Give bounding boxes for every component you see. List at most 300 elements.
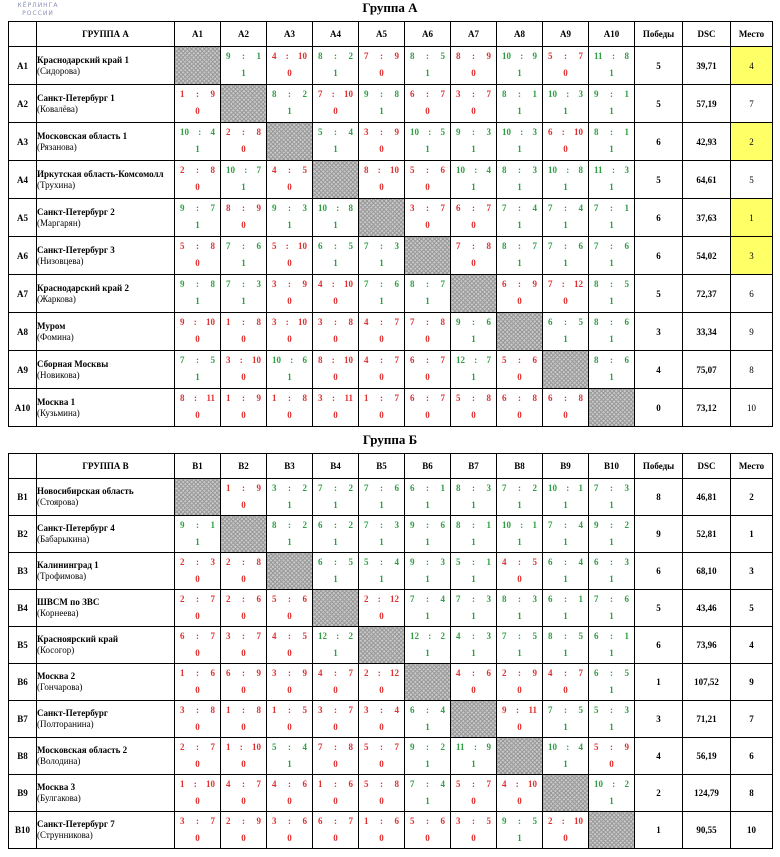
- score-opponent: 9: [256, 483, 261, 493]
- score-separator: :: [288, 631, 291, 641]
- score-cell: [359, 701, 405, 738]
- match-points: 0: [241, 833, 246, 843]
- match-points: 1: [609, 334, 614, 344]
- score-separator: :: [196, 594, 199, 604]
- match-points: 1: [471, 759, 476, 769]
- row-id: B8: [9, 738, 37, 775]
- score-separator: :: [334, 317, 337, 327]
- score-opponent: 6: [440, 520, 445, 530]
- score-opponent: 4: [486, 165, 491, 175]
- table-row: [9, 775, 773, 812]
- score-cell: [405, 479, 451, 516]
- score-own: 3: [226, 631, 231, 641]
- score-opponent: 7: [440, 355, 445, 365]
- score-opponent: 10: [298, 51, 307, 61]
- score-cell: [589, 701, 635, 738]
- score-cell: [313, 313, 359, 351]
- score-separator: :: [242, 203, 245, 213]
- match-points: 0: [287, 611, 292, 621]
- score-cell: [175, 351, 221, 389]
- team-captain: (Бабарыкина): [37, 534, 90, 544]
- score-opponent: 10: [344, 355, 353, 365]
- match-points: 0: [471, 258, 476, 268]
- match-points: 0: [195, 182, 200, 192]
- score-opponent: 1: [440, 483, 445, 493]
- row-id: A2: [9, 85, 37, 123]
- score-own: 9: [456, 317, 461, 327]
- match-points: 1: [195, 372, 200, 382]
- score-separator: :: [518, 483, 521, 493]
- score-cell: [543, 701, 589, 738]
- score-own: 7: [548, 279, 553, 289]
- score-separator: :: [564, 393, 567, 403]
- score-separator: :: [288, 393, 291, 403]
- score-opponent: 2: [302, 483, 307, 493]
- score-separator: :: [380, 393, 383, 403]
- match-points: 0: [379, 611, 384, 621]
- score-separator: :: [612, 779, 616, 789]
- score-separator: :: [196, 89, 199, 99]
- header-row: [9, 22, 773, 47]
- score-own: 11: [456, 742, 465, 752]
- score-opponent: 6: [578, 241, 583, 251]
- score-opponent: 4: [440, 779, 445, 789]
- score-cell: [359, 775, 405, 812]
- score-own: 10: [502, 51, 511, 61]
- score-opponent: 6: [256, 594, 261, 604]
- score-cell: [175, 738, 221, 775]
- score-cell: [405, 389, 451, 427]
- score-cell: [405, 775, 451, 812]
- team-captain: (Маргарян): [37, 217, 81, 228]
- score-cell: [405, 812, 451, 849]
- score-cell: [267, 199, 313, 237]
- score-cell: [543, 161, 589, 199]
- column-header-a2: A2: [221, 22, 267, 47]
- match-points: 1: [471, 182, 476, 192]
- score-separator: :: [334, 668, 337, 678]
- score-own: 1: [318, 779, 323, 789]
- score-cell: [267, 701, 313, 738]
- score-cell: [589, 664, 635, 701]
- match-points: 1: [241, 296, 246, 306]
- score-opponent: 7: [532, 241, 537, 251]
- score-own: 8: [594, 355, 599, 365]
- score-cell: [267, 775, 313, 812]
- row-id: A5: [9, 199, 37, 237]
- team-captain: (Фомина): [37, 331, 74, 342]
- score-cell: [451, 516, 497, 553]
- score-cell: [175, 812, 221, 849]
- match-points: 0: [287, 258, 292, 268]
- match-points: 0: [195, 106, 200, 116]
- score-cell: [543, 516, 589, 553]
- score-opponent: 8: [624, 51, 629, 61]
- score-own: 1: [180, 668, 185, 678]
- team-cell: [37, 161, 175, 199]
- score-opponent: 4: [394, 557, 399, 567]
- score-cell: [267, 275, 313, 313]
- match-points: 1: [425, 574, 430, 584]
- score-opponent: 3: [302, 203, 307, 213]
- diagonal-cell: [497, 313, 543, 351]
- match-points: 1: [379, 500, 384, 510]
- score-separator: :: [564, 557, 567, 567]
- logo-line-1: КЁРЛИНГА: [17, 2, 59, 9]
- match-points: 0: [379, 759, 384, 769]
- score-opponent: 2: [302, 520, 307, 530]
- score-separator: :: [380, 279, 383, 289]
- place-value: 8: [731, 775, 773, 812]
- match-points: 0: [425, 833, 430, 843]
- match-points: 0: [379, 796, 384, 806]
- team-captain: (Кузьмина): [37, 407, 80, 418]
- score-opponent: 1: [532, 520, 537, 530]
- score-separator: :: [518, 631, 521, 641]
- score-own: 5: [364, 779, 369, 789]
- score-own: 7: [364, 51, 369, 61]
- match-points: 0: [195, 574, 200, 584]
- dsc-value: 73,96: [683, 627, 731, 664]
- team-captain: (Гончарова): [37, 682, 83, 692]
- score-own: 9: [502, 816, 507, 826]
- match-points: 1: [241, 182, 246, 192]
- score-cell: [497, 812, 543, 849]
- team-name: Санкт-Петербург 1: [37, 92, 115, 103]
- team-name: ШВСМ по ЗВС: [37, 597, 100, 607]
- match-points: 0: [333, 296, 338, 306]
- score-own: 3: [272, 279, 277, 289]
- score-opponent: 8: [256, 557, 261, 567]
- score-own: 5: [364, 742, 369, 752]
- column-header-a1: A1: [175, 22, 221, 47]
- table-row: [9, 738, 773, 775]
- wins-value: 5: [635, 275, 683, 313]
- score-separator: :: [196, 705, 199, 715]
- score-cell: [451, 590, 497, 627]
- match-points: 0: [195, 410, 200, 420]
- match-points: 1: [333, 144, 338, 154]
- score-cell: [405, 590, 451, 627]
- score-cell: [313, 553, 359, 590]
- score-cell: [589, 479, 635, 516]
- column-header-b4: B4: [313, 454, 359, 479]
- score-opponent: 4: [578, 520, 583, 530]
- team-cell: [37, 516, 175, 553]
- match-points: 1: [379, 106, 384, 116]
- match-points: 0: [563, 685, 568, 695]
- match-points: 0: [195, 648, 200, 658]
- score-separator: :: [610, 668, 613, 678]
- score-separator: :: [426, 393, 429, 403]
- score-cell: [543, 590, 589, 627]
- row-id: B6: [9, 664, 37, 701]
- score-opponent: 12: [390, 668, 399, 678]
- score-separator: :: [336, 631, 340, 641]
- score-opponent: 5: [578, 631, 583, 641]
- team-captain: (Володина): [37, 756, 81, 766]
- score-opponent: 6: [302, 594, 307, 604]
- score-cell: [359, 161, 405, 199]
- score-cell: [359, 516, 405, 553]
- score-opponent: 7: [348, 668, 353, 678]
- score-own: 10: [502, 127, 511, 137]
- score-cell: [313, 237, 359, 275]
- match-points: 1: [425, 144, 430, 154]
- score-opponent: 9: [256, 816, 261, 826]
- score-opponent: 4: [532, 203, 537, 213]
- match-points: 1: [563, 759, 568, 769]
- match-points: 0: [517, 796, 522, 806]
- score-opponent: 4: [440, 705, 445, 715]
- column-header-a7: A7: [451, 22, 497, 47]
- score-own: 6: [318, 520, 323, 530]
- score-separator: :: [472, 594, 475, 604]
- score-opponent: 5: [624, 668, 629, 678]
- score-separator: :: [612, 51, 615, 61]
- score-own: 8: [410, 279, 415, 289]
- match-points: 1: [287, 372, 292, 382]
- wins-value: 3: [635, 313, 683, 351]
- place-value: 6: [731, 738, 773, 775]
- score-separator: :: [196, 816, 199, 826]
- score-own: 2: [548, 816, 553, 826]
- team-name: Краснодарский край 2: [37, 282, 129, 293]
- score-own: 3: [272, 816, 277, 826]
- score-opponent: 9: [394, 127, 399, 137]
- score-cell: [589, 275, 635, 313]
- score-cell: [175, 389, 221, 427]
- score-cell: [221, 553, 267, 590]
- score-separator: :: [331, 393, 335, 403]
- match-points: 1: [517, 68, 522, 78]
- match-points: 1: [517, 106, 522, 116]
- place-value: 1: [731, 199, 773, 237]
- place-value: 2: [731, 123, 773, 161]
- corner-cell: [9, 22, 37, 47]
- match-points: 1: [425, 759, 430, 769]
- score-own: 2: [364, 594, 369, 604]
- score-separator: :: [472, 668, 475, 678]
- score-opponent: 3: [210, 557, 215, 567]
- row-id: A10: [9, 389, 37, 427]
- match-points: 0: [195, 796, 200, 806]
- score-separator: :: [610, 89, 613, 99]
- score-cell: [267, 812, 313, 849]
- score-own: 2: [226, 557, 231, 567]
- score-own: 10: [272, 355, 281, 365]
- score-cell: [313, 627, 359, 664]
- score-cell: [589, 590, 635, 627]
- score-own: 7: [594, 483, 599, 493]
- score-own: 7: [456, 594, 461, 604]
- score-opponent: 1: [486, 520, 491, 530]
- score-own: 12: [410, 631, 419, 641]
- team-name: Муром: [37, 320, 66, 331]
- score-opponent: 3: [440, 557, 445, 567]
- match-points: 1: [563, 574, 568, 584]
- score-opponent: 2: [624, 779, 629, 789]
- score-own: 3: [272, 317, 277, 327]
- team-cell: [37, 479, 175, 516]
- score-opponent: 10: [298, 241, 307, 251]
- score-own: 6: [548, 127, 553, 137]
- score-opponent: 2: [624, 520, 629, 530]
- place-value: 7: [731, 85, 773, 123]
- score-cell: [543, 627, 589, 664]
- group-b-table: [8, 453, 773, 849]
- match-points: 0: [287, 685, 292, 695]
- score-own: 3: [318, 393, 323, 403]
- score-cell: [543, 313, 589, 351]
- row-id: A4: [9, 161, 37, 199]
- score-own: 7: [410, 317, 415, 327]
- match-points: 1: [333, 574, 338, 584]
- score-cell: [543, 812, 589, 849]
- score-own: 4: [456, 668, 461, 678]
- score-opponent: 6: [256, 241, 261, 251]
- match-points: 0: [287, 796, 292, 806]
- score-opponent: 2: [348, 631, 353, 641]
- score-separator: :: [518, 393, 521, 403]
- match-points: 1: [425, 611, 430, 621]
- match-points: 1: [609, 372, 614, 382]
- team-name: Санкт-Петербург: [37, 708, 108, 718]
- score-separator: :: [564, 317, 567, 327]
- score-cell: [175, 237, 221, 275]
- score-own: 4: [364, 355, 369, 365]
- score-own: 6: [594, 668, 599, 678]
- match-points: 0: [517, 410, 522, 420]
- score-separator: :: [518, 203, 521, 213]
- score-cell: [221, 775, 267, 812]
- table-row: [9, 590, 773, 627]
- row-id: A9: [9, 351, 37, 389]
- score-separator: :: [474, 355, 478, 365]
- score-own: 8: [364, 165, 369, 175]
- match-points: 1: [333, 648, 338, 658]
- diagonal-cell: [451, 701, 497, 738]
- score-own: 4: [226, 779, 231, 789]
- match-points: 0: [379, 685, 384, 695]
- diagonal-cell: [405, 664, 451, 701]
- team-cell: [37, 275, 175, 313]
- row-id: B4: [9, 590, 37, 627]
- score-own: 1: [272, 393, 277, 403]
- score-separator: :: [426, 594, 429, 604]
- score-own: 4: [272, 51, 277, 61]
- score-opponent: 6: [302, 816, 307, 826]
- score-own: 8: [272, 89, 277, 99]
- score-own: 12: [318, 631, 327, 641]
- column-header-dsc: DSC: [683, 454, 731, 479]
- score-separator: :: [196, 241, 199, 251]
- team-cell: [37, 123, 175, 161]
- score-cell: [313, 738, 359, 775]
- team-name: Санкт-Петербург 3: [37, 244, 115, 255]
- score-own: 10: [548, 89, 557, 99]
- team-captain: (Ковалёва): [37, 103, 78, 114]
- team-name: Новосибирская область: [37, 486, 134, 496]
- score-separator: :: [564, 594, 567, 604]
- score-opponent: 8: [578, 165, 583, 175]
- score-cell: [405, 161, 451, 199]
- score-cell: [451, 161, 497, 199]
- score-separator: :: [334, 520, 337, 530]
- match-points: 0: [563, 833, 568, 843]
- team-captain: (Сидорова): [37, 65, 81, 76]
- score-own: 4: [502, 779, 507, 789]
- score-separator: :: [564, 241, 567, 251]
- team-name: Краснодарский край 1: [37, 54, 129, 65]
- score-opponent: 5: [302, 705, 307, 715]
- score-opponent: 10: [206, 779, 215, 789]
- score-own: 1: [226, 483, 231, 493]
- match-points: 1: [287, 500, 292, 510]
- score-opponent: 9: [256, 668, 261, 678]
- score-opponent: 7: [486, 779, 491, 789]
- score-own: 9: [594, 89, 599, 99]
- score-own: 1: [180, 89, 185, 99]
- score-separator: :: [288, 203, 291, 213]
- score-separator: :: [331, 355, 335, 365]
- score-separator: :: [196, 631, 199, 641]
- team-cell: [37, 627, 175, 664]
- score-opponent: 9: [256, 393, 261, 403]
- score-opponent: 6: [302, 779, 307, 789]
- score-opponent: 7: [440, 89, 445, 99]
- column-header-b7: B7: [451, 454, 497, 479]
- score-own: 4: [502, 557, 507, 567]
- score-cell: [221, 590, 267, 627]
- score-cell: [359, 479, 405, 516]
- score-cell: [267, 237, 313, 275]
- score-opponent: 6: [486, 668, 491, 678]
- score-own: 8: [594, 127, 599, 137]
- score-separator: :: [610, 594, 613, 604]
- score-cell: [221, 479, 267, 516]
- score-separator: :: [380, 705, 383, 715]
- match-points: 1: [609, 220, 614, 230]
- match-points: 1: [517, 258, 522, 268]
- score-opponent: 3: [486, 594, 491, 604]
- score-separator: :: [474, 165, 478, 175]
- score-cell: [175, 161, 221, 199]
- score-own: 1: [226, 317, 231, 327]
- team-name: Санкт-Петербург 7: [37, 819, 115, 829]
- score-cell: [451, 775, 497, 812]
- score-opponent: 7: [394, 742, 399, 752]
- score-own: 7: [502, 631, 507, 641]
- score-opponent: 7: [440, 203, 445, 213]
- score-cell: [405, 516, 451, 553]
- wins-value: 5: [635, 85, 683, 123]
- score-separator: :: [193, 779, 197, 789]
- match-points: 0: [471, 106, 476, 116]
- score-cell: [497, 351, 543, 389]
- score-own: 9: [180, 520, 185, 530]
- score-cell: [451, 237, 497, 275]
- row-id: B2: [9, 516, 37, 553]
- match-points: 1: [333, 258, 338, 268]
- score-opponent: 1: [624, 631, 629, 641]
- score-separator: :: [380, 127, 383, 137]
- score-own: 2: [180, 165, 185, 175]
- match-points: 1: [517, 648, 522, 658]
- match-points: 0: [471, 410, 476, 420]
- score-opponent: 5: [532, 557, 537, 567]
- team-name: Москва 1: [37, 396, 76, 407]
